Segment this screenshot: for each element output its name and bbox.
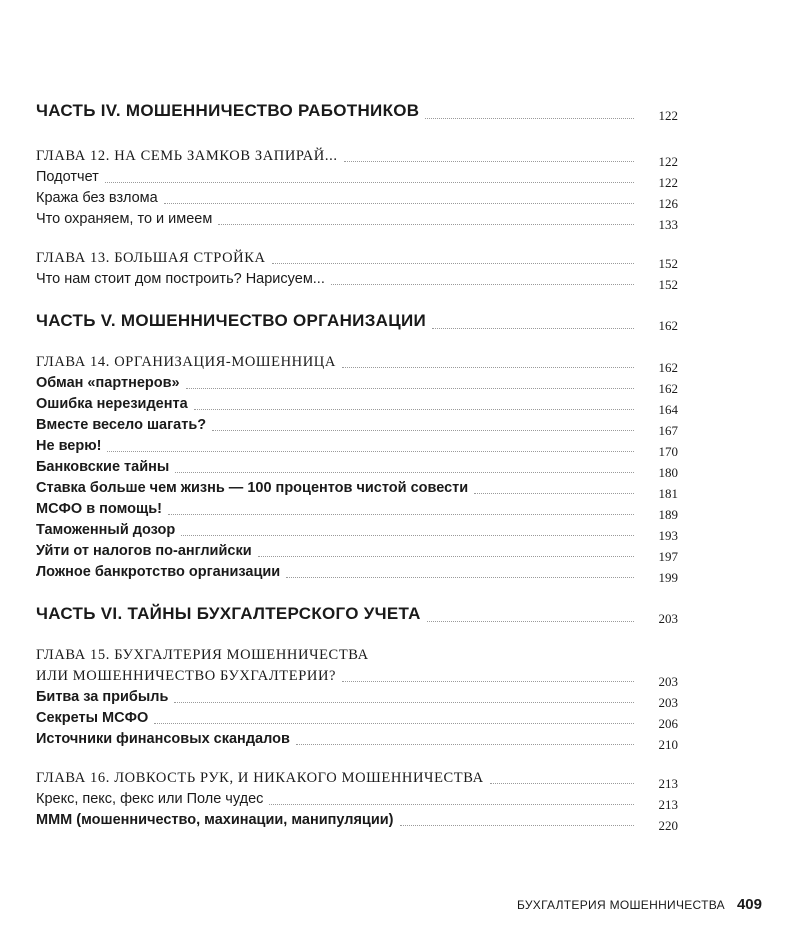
dot-leader: [427, 621, 634, 622]
toc-entry-title: Что охраняем, то и имеем: [36, 211, 213, 227]
toc-entry-title: Источники финансовых скандалов: [36, 731, 290, 747]
toc-item-row: [36, 269, 678, 290]
dot-leader: [174, 702, 634, 703]
toc-entry-title: ГЛАВА 16. ЛОВКОСТЬ РУК, И НИКАКОГО МОШЕННИЧЕСТВА: [36, 770, 484, 786]
page-footer: [517, 896, 762, 913]
toc-entry-page: 180: [658, 465, 678, 480]
toc-entry-page: 181: [658, 486, 678, 501]
toc-entry-page: 162: [658, 318, 678, 333]
toc-chapter-row: [36, 248, 678, 269]
toc-entry-page: 193: [658, 528, 678, 543]
toc-entry-page: 162: [658, 381, 678, 396]
toc-item-row: [36, 478, 678, 499]
toc-item-row: [36, 394, 678, 415]
toc-entry-title: Кража без взлома: [36, 190, 158, 206]
toc-entry-title: Таможенный дозор: [36, 522, 176, 538]
toc-entry-title: ГЛАВА 13. БОЛЬШАЯ СТРОЙКА: [36, 250, 266, 266]
toc-entry-page: 167: [658, 423, 678, 438]
dot-leader: [272, 263, 634, 264]
toc-entry-page: 164: [658, 402, 678, 417]
dot-leader: [432, 328, 634, 329]
toc-chapter-row: [36, 352, 678, 373]
toc-entry-title: Вместе весело шагать?: [36, 417, 207, 433]
dot-leader: [175, 472, 634, 473]
dot-leader: [342, 681, 634, 682]
dot-leader: [212, 430, 634, 431]
spacer: [36, 750, 678, 768]
toc-entry-page: 152: [658, 256, 678, 271]
toc-entry-title: Не верю!: [36, 438, 102, 454]
toc-item-row: [36, 810, 678, 831]
toc-entry-page: 206: [658, 716, 678, 731]
dot-leader: [490, 783, 634, 784]
toc-entry-page: 126: [658, 196, 678, 211]
toc-item-row: [36, 729, 678, 750]
toc-part-row: [36, 308, 678, 334]
dot-leader: [296, 744, 634, 745]
toc-entry-title: ЧАСТЬ IV. МОШЕННИЧЕСТВО РАБОТНИКОВ: [36, 101, 420, 120]
toc-entry-page: 170: [658, 444, 678, 459]
dot-leader: [269, 804, 634, 805]
toc-entry-title: Ошибка нерезидента: [36, 396, 188, 412]
toc-entry-title: Ложное банкротство организации: [36, 564, 281, 580]
dot-leader: [425, 118, 634, 119]
dot-leader: [168, 514, 634, 515]
dot-leader: [105, 182, 634, 183]
toc-item-row: [36, 188, 678, 209]
dot-leader: [181, 535, 634, 536]
toc-item-row: [36, 520, 678, 541]
toc-entry-page: 133: [658, 217, 678, 232]
toc-chapter-row: [36, 768, 678, 789]
toc-entry-title: Обман «партнеров»: [36, 375, 180, 391]
toc-item-row: [36, 541, 678, 562]
toc-item-row: [36, 562, 678, 583]
toc-entry-page: 162: [658, 360, 678, 375]
dot-leader: [194, 409, 634, 410]
toc-entry-page: 152: [658, 277, 678, 292]
dot-leader: [474, 493, 634, 494]
toc-entry-title: ГЛАВА 15. БУХГАЛТЕРИЯ МОШЕННИЧЕСТВА: [36, 647, 369, 663]
toc-entry-page: 197: [658, 549, 678, 564]
dot-leader: [286, 577, 634, 578]
toc-entry-title: Банковские тайны: [36, 459, 170, 475]
spacer: [36, 583, 678, 601]
dot-leader: [342, 367, 634, 368]
toc-chapter-row: [36, 666, 678, 687]
toc-entry-title: Уйти от налогов по-английски: [36, 543, 252, 559]
dot-leader: [331, 284, 634, 285]
toc-entry-page: 199: [658, 570, 678, 585]
dot-leader: [344, 161, 634, 162]
dot-leader: [400, 825, 634, 826]
toc-entry-title: Битва за прибыль: [36, 689, 169, 705]
toc-chapter-row: [36, 645, 678, 666]
toc-entry-title: Ставка больше чем жизнь — 100 процентов чистой совести: [36, 480, 469, 496]
dot-leader: [218, 224, 634, 225]
spacer: [36, 230, 678, 248]
toc-item-row: [36, 373, 678, 394]
dot-leader: [154, 723, 634, 724]
toc-entry-page: 122: [658, 108, 678, 123]
toc-item-row: [36, 708, 678, 729]
dot-leader: [258, 556, 634, 557]
toc-entry-title: Что нам стоит дом построить? Нарисуем...: [36, 271, 325, 287]
spacer: [36, 290, 678, 308]
toc-entry-page: 203: [658, 695, 678, 710]
toc-item-row: [36, 789, 678, 810]
toc-entry-page: 203: [658, 611, 678, 626]
page-number: 409: [736, 896, 762, 913]
toc-entry-page: 203: [658, 674, 678, 689]
toc-entry-title: ГЛАВА 12. НА СЕМЬ ЗАМКОВ ЗАПИРАЙ...: [36, 148, 338, 164]
toc-entry-title: Секреты МСФО: [36, 710, 149, 726]
toc-item-row: [36, 415, 678, 436]
spacer: [36, 627, 678, 645]
toc-entry-page: 122: [658, 175, 678, 190]
toc-entry-page: 220: [658, 818, 678, 833]
toc-entry-page: 122: [658, 154, 678, 169]
toc-entry-title: Крекс, пекс, фекс или Поле чудес: [36, 791, 264, 807]
toc-entry-page: 213: [658, 776, 678, 791]
toc-entry-title: МСФО в помощь!: [36, 501, 162, 517]
table-of-contents: [36, 98, 678, 831]
spacer: [36, 334, 678, 352]
toc-entry-title: ЧАСТЬ VI. ТАЙНЫ БУХГАЛТЕРСКОГО УЧЕТА: [36, 604, 421, 623]
dot-leader: [107, 451, 634, 452]
dot-leader: [186, 388, 634, 389]
toc-item-row: [36, 209, 678, 230]
toc-entry-title: ИЛИ МОШЕННИЧЕСТВО БУХГАЛТЕРИИ?: [36, 668, 337, 684]
running-title: БУХГАЛТЕРИЯ МОШЕННИЧЕСТВА: [516, 898, 725, 912]
toc-entry-title: МММ (мошенничество, махинации, манипуляции): [36, 812, 394, 828]
toc-item-row: [36, 457, 678, 478]
toc-item-row: [36, 167, 678, 188]
dot-leader: [164, 203, 634, 204]
toc-entry-page: 210: [658, 737, 678, 752]
toc-entry-page: 189: [658, 507, 678, 522]
toc-item-row: [36, 436, 678, 457]
toc-part-row: [36, 601, 678, 627]
toc-chapter-row: [36, 146, 678, 167]
toc-part-row: [36, 98, 678, 124]
spacer: [36, 124, 678, 146]
toc-item-row: [36, 687, 678, 708]
toc-entry-title: ГЛАВА 14. ОРГАНИЗАЦИЯ-МОШЕННИЦА: [36, 354, 336, 370]
toc-entry-title: ЧАСТЬ V. МОШЕННИЧЕСТВО ОРГАНИЗАЦИИ: [36, 311, 426, 330]
toc-entry-title: Подотчет: [36, 169, 99, 185]
toc-item-row: [36, 499, 678, 520]
toc-entry-page: 213: [658, 797, 678, 812]
